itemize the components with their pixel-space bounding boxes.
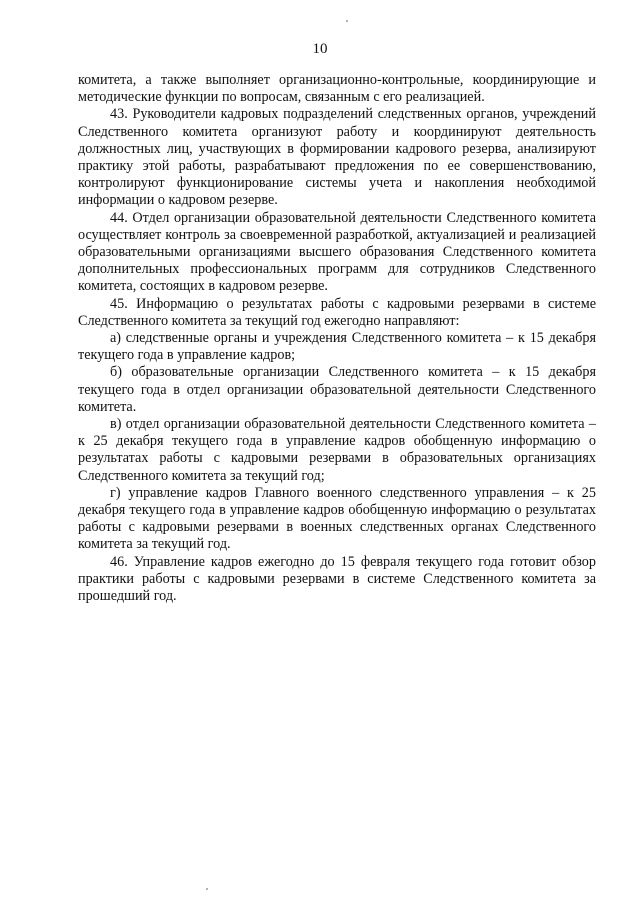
paragraph-continuation: комитета, а также выполняет организационно-контрольные, координирующие и методические функции по вопросам, связанным с его реализацией. (78, 72, 596, 106)
list-item-b: б) образовательные организации Следственного комитета – к 15 декабря текущего года в отдел организации образовательной деятельности Следственного комитета. (78, 364, 596, 415)
paragraph-43: 43. Руководители кадровых подразделений следственных органов, учреждений Следственного комитета организуют работу и координируют деятельность должностных лиц, участвующих в формировании кадрового резерва, анализируют практику этой работы, разрабатывают предложения по ее совершенствованию, контролируют функционирование системы учета и накопления необходимой информации о кадровом резерве. (78, 106, 596, 209)
paragraph-46: 46. Управление кадров ежегодно до 15 февраля текущего года готовит обзор практики работы с кадровыми резервами в системе Следственного комитета за прошедший год. (78, 553, 596, 605)
paragraph-44: 44. Отдел организации образовательной деятельности Следственного комитета осуществляет контроль за своевременной разработкой, актуализацией и реализацией образовательными организациями высшего образования Следственного комитета дополнительных профессиональных программ для сотрудников Следственного комитета, состоящих в кадровом резерве. (78, 209, 596, 295)
list-item-v: в) отдел организации образовательной деятельности Следственного комитета – к 25 декабря текущего года в управление кадров обобщенную информацию о результатах работы с кадровыми резервами в образовательных организациях Следственного комитета за текущий год; (78, 416, 596, 484)
document-body (78, 72, 596, 605)
scan-speck (206, 888, 208, 890)
list-item-g: г) управление кадров Главного военного следственного управления – к 25 декабря текущего года в управление кадров обобщенную информацию о результатах работы с кадровыми резервами в военных следственных органах Следственного комитета за текущий год. (78, 484, 596, 553)
page-number: 10 (312, 41, 328, 57)
paragraph-45: 45. Информацию о результатах работы с кадровыми резервами в системе Следственного комитета за текущий год ежегодно направляют: (78, 295, 596, 329)
scan-speck (346, 20, 348, 22)
list-item-a: а) следственные органы и учреждения Следственного комитета – к 15 декабря текущего года в управление кадров; (78, 330, 596, 364)
